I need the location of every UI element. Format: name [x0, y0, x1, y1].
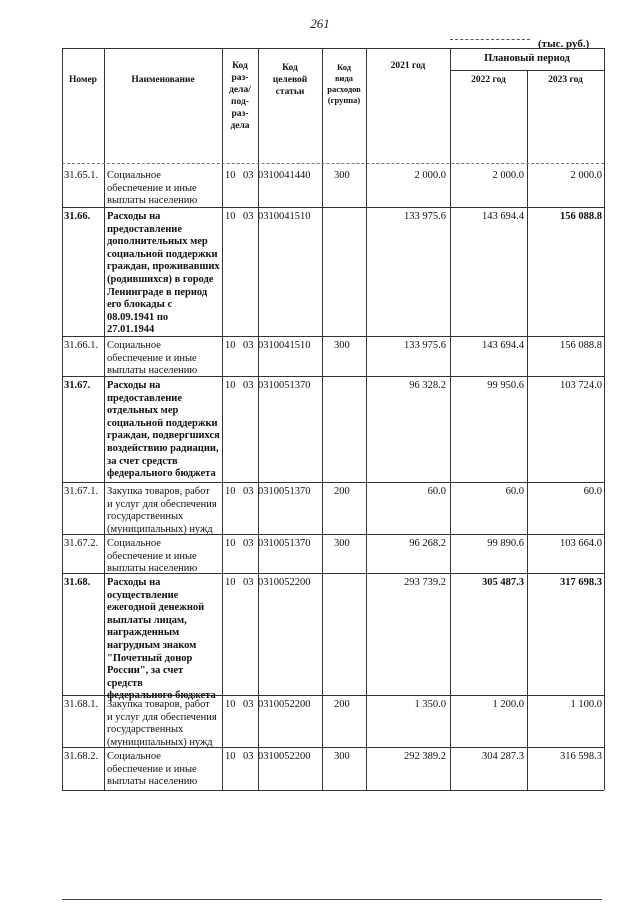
- header-section-line: дела/: [229, 85, 251, 95]
- row-number: 31.68.: [64, 577, 91, 588]
- row-name-line: (родившихся) в городе: [107, 273, 214, 285]
- row-name: [107, 340, 221, 378]
- row-target-code: 0310052200: [258, 577, 311, 588]
- row-expense-code: 300: [334, 340, 350, 351]
- grid-line: [604, 48, 605, 790]
- row-2021: 1 350.0: [414, 699, 446, 710]
- row-2022: 304 287.3: [482, 751, 524, 762]
- row-name-line: государственных: [107, 511, 184, 523]
- row-2021: 133 975.6: [404, 340, 446, 351]
- row-target-code: 0310041440: [258, 170, 311, 181]
- grid-line: [62, 48, 63, 790]
- row-target-code: 0310041510: [258, 340, 311, 351]
- row-expense-code: 200: [334, 699, 350, 710]
- row-target-code: 0310051370: [258, 486, 311, 497]
- row-target-code: 0310051370: [258, 538, 311, 549]
- row-section: 10: [225, 211, 236, 222]
- row-expense-code: 200: [334, 486, 350, 497]
- row-name-line: России", за счет средств: [107, 665, 184, 689]
- row-name-line: воздействию радиации,: [107, 442, 219, 454]
- row-name-line: (муниципальных) нужд: [107, 523, 213, 535]
- header-target: [258, 62, 322, 98]
- row-name-line: федерального бюджета: [107, 468, 216, 480]
- row-2022: 305 487.3: [482, 577, 524, 588]
- row-number: 31.67.1.: [64, 486, 99, 497]
- row-name-line: обеспечение и иные: [107, 763, 197, 775]
- row-name-line: за счет средств: [107, 455, 178, 467]
- row-name-line: дополнительных мер: [107, 236, 208, 248]
- row-target-code: 0310051370: [258, 380, 311, 391]
- row-expense-code: 300: [334, 170, 350, 181]
- row-name: [107, 751, 221, 789]
- grid-line: [366, 48, 367, 790]
- row-name-line: Расходы на: [107, 577, 161, 588]
- row-name-line: (муниципальных) нужд: [107, 736, 213, 748]
- row-2022: 143 694.4: [482, 340, 524, 351]
- row-target-code: 0310052200: [258, 699, 311, 710]
- row-2023: 103 664.0: [560, 538, 602, 549]
- row-name: [107, 170, 221, 208]
- row-name-line: граждан, подвергшихся: [107, 430, 220, 442]
- row-name: [107, 211, 221, 337]
- row-2023: 103 724.0: [560, 380, 602, 391]
- row-name-line: социальной поддержки: [107, 248, 218, 260]
- row-2023: 156 088.8: [560, 211, 602, 222]
- header-section-line: раз-: [231, 73, 249, 83]
- bottom-rule: [62, 899, 602, 900]
- header-section-line: раз-: [231, 109, 249, 119]
- row-name-line: граждан, проживавших: [107, 261, 220, 273]
- grid-line: [62, 48, 604, 49]
- header-expense-line: вида: [334, 73, 354, 83]
- row-number: 31.66.1.: [64, 340, 99, 351]
- header-section-line: под-: [231, 97, 249, 107]
- row-name-line: государственных: [107, 724, 184, 736]
- row-name-line: 27.01.1944: [107, 324, 155, 336]
- row-2022: 99 950.6: [487, 380, 524, 391]
- header-name: Наименование: [131, 75, 195, 85]
- row-target-code: 0310041510: [258, 211, 311, 222]
- row-2023: 1 100.0: [570, 699, 602, 710]
- row-2021: 293 739.2: [404, 577, 446, 588]
- row-section: 10: [225, 538, 236, 549]
- row-section: 10: [225, 380, 236, 391]
- row-2022: 60.0: [505, 486, 524, 497]
- row-name-line: предоставление: [107, 392, 183, 404]
- row-target-code: 0310052200: [258, 751, 311, 762]
- row-name-line: Ленинграде в период: [107, 286, 208, 298]
- row-name-line: выплаты населению: [107, 195, 198, 207]
- row-name-line: Закупка товаров, работ: [107, 486, 210, 497]
- row-subsection: 03: [243, 211, 254, 222]
- row-name-line: осуществление: [107, 589, 179, 601]
- row-2021: 292 389.2: [404, 751, 446, 762]
- header-expense: [322, 62, 366, 106]
- row-subsection: 03: [243, 486, 254, 497]
- header-section-line: дела: [230, 121, 250, 131]
- row-subsection: 03: [243, 380, 254, 391]
- grid-line: [450, 48, 451, 790]
- row-expense-code: 300: [334, 751, 350, 762]
- header-expense-line: Код: [336, 62, 352, 72]
- row-name-line: Социальное: [107, 751, 161, 762]
- grid-line: [258, 48, 259, 790]
- row-2023: 156 088.8: [560, 340, 602, 351]
- row-2023: 2 000.0: [570, 170, 602, 181]
- row-section: 10: [225, 340, 236, 351]
- grid-line: [104, 48, 105, 790]
- row-2022: 2 000.0: [492, 170, 524, 181]
- row-name-line: нагрудным знаком: [107, 639, 197, 651]
- row-name-line: обеспечение и иные: [107, 182, 197, 194]
- row-name-line: "Почетный донор: [107, 652, 193, 664]
- row-name-line: награжденным: [107, 627, 180, 639]
- row-subsection: 03: [243, 538, 254, 549]
- row-name-line: ежегодной денежной: [107, 602, 205, 614]
- row-name-line: обеспечение и иные: [107, 550, 197, 562]
- row-name-line: Расходы на: [107, 380, 161, 391]
- grid-line: [222, 48, 223, 790]
- header-2023: 2023 год: [548, 75, 583, 85]
- row-name-line: Закупка товаров, работ: [107, 699, 210, 710]
- row-section: 10: [225, 699, 236, 710]
- header-section: [222, 60, 258, 132]
- row-number: 31.67.2.: [64, 538, 99, 549]
- row-name-line: отдельных мер: [107, 405, 179, 417]
- row-number: 31.66.: [64, 211, 91, 222]
- row-2021: 2 000.0: [414, 170, 446, 181]
- row-2021: 96 328.2: [409, 380, 446, 391]
- units-label: (тыс. руб.): [538, 38, 590, 50]
- row-section: 10: [225, 751, 236, 762]
- row-subsection: 03: [243, 340, 254, 351]
- row-2022: 1 200.0: [492, 699, 524, 710]
- row-2022: 143 694.4: [482, 211, 524, 222]
- row-name-line: социальной поддержки: [107, 417, 218, 429]
- row-section: 10: [225, 170, 236, 181]
- row-2023: 317 698.3: [560, 577, 602, 588]
- row-2023: 60.0: [583, 486, 602, 497]
- row-name-line: выплаты населению: [107, 776, 198, 788]
- row-name-line: Социальное: [107, 538, 161, 549]
- row-name: [107, 577, 221, 703]
- header-expense-line: (группа): [327, 95, 361, 105]
- row-name-line: Расходы на: [107, 211, 161, 222]
- row-2021: 96 268.2: [409, 538, 446, 549]
- header-2021: 2021 год: [390, 61, 426, 71]
- row-name-line: предоставление: [107, 223, 183, 235]
- page-number: 261: [310, 16, 330, 31]
- row-number: 31.68.2.: [64, 751, 99, 762]
- row-name: [107, 699, 221, 749]
- row-name-line: федерального бюджета: [107, 690, 216, 702]
- row-subsection: 03: [243, 699, 254, 710]
- row-name: [107, 538, 221, 576]
- header-target-line: Код: [282, 63, 298, 73]
- row-section: 10: [225, 486, 236, 497]
- row-subsection: 03: [243, 577, 254, 588]
- header-expense-line: расходов: [327, 84, 361, 94]
- row-2021: 60.0: [427, 486, 446, 497]
- grid-line: [62, 482, 604, 483]
- header-planned-period: Плановый период: [484, 53, 570, 64]
- header-number: Номер: [69, 75, 97, 85]
- row-name-line: и услуг для обеспечения: [107, 711, 217, 723]
- grid-line: [62, 790, 604, 791]
- row-name-line: выплаты населению: [107, 563, 198, 575]
- row-name-line: Социальное: [107, 340, 161, 351]
- row-number: 31.68.1.: [64, 699, 99, 710]
- row-2023: 316 598.3: [560, 751, 602, 762]
- header-target-line: статьи: [275, 87, 305, 97]
- grid-line: [62, 163, 604, 164]
- header-section-line: Код: [232, 61, 248, 71]
- row-name-line: и услуг для обеспечения: [107, 498, 217, 510]
- row-name-line: его блокады с: [107, 299, 173, 311]
- top-rule: [450, 39, 530, 40]
- grid-line: [322, 48, 323, 790]
- row-name: [107, 380, 221, 481]
- row-number: 31.67.: [64, 380, 91, 391]
- row-2022: 99 890.6: [487, 538, 524, 549]
- header-target-line: целевой: [272, 75, 308, 85]
- row-subsection: 03: [243, 751, 254, 762]
- row-subsection: 03: [243, 170, 254, 181]
- row-name-line: 08.09.1941 по: [107, 311, 169, 323]
- row-name: [107, 486, 221, 536]
- row-name-line: выплаты населению: [107, 365, 198, 377]
- row-name-line: обеспечение и иные: [107, 352, 197, 364]
- row-number: 31.65.1.: [64, 170, 99, 181]
- grid-line: [450, 70, 604, 71]
- row-2021: 133 975.6: [404, 211, 446, 222]
- row-expense-code: 300: [334, 538, 350, 549]
- row-section: 10: [225, 577, 236, 588]
- header-2022: 2022 год: [471, 75, 506, 85]
- row-name-line: выплаты лицам,: [107, 614, 187, 626]
- row-name-line: Социальное: [107, 170, 161, 181]
